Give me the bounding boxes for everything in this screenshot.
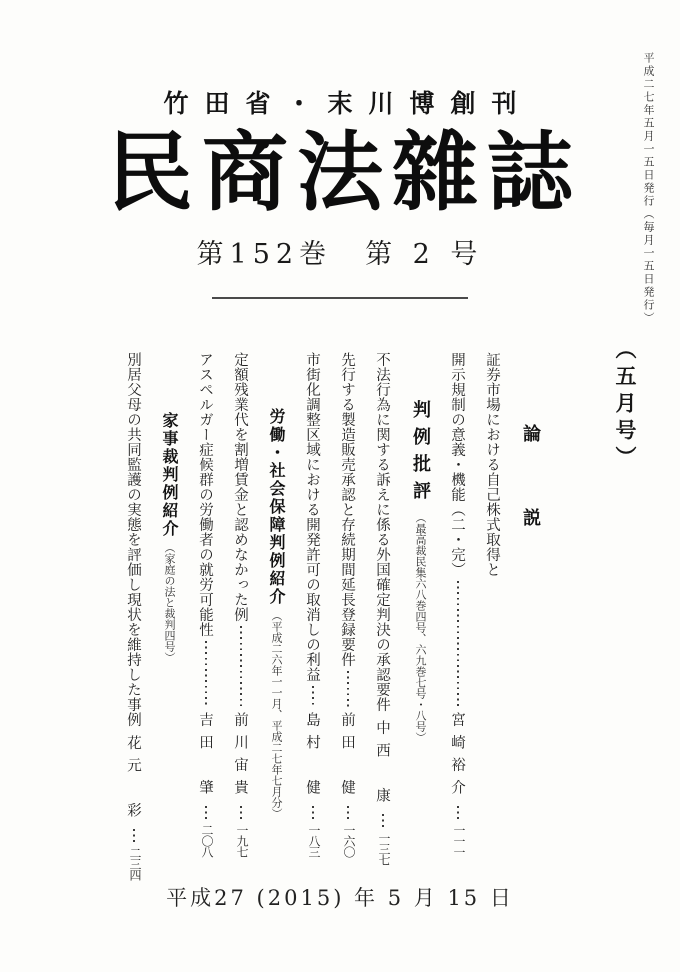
dot-leader-short	[312, 806, 314, 819]
dot-leader	[347, 671, 349, 708]
entry-author: 前川宙貴	[232, 712, 248, 802]
volume-issue-line: 第152巻 第 2 号	[196, 239, 484, 271]
entry-author: 中西 康	[374, 720, 390, 810]
section-label: 家事裁判例紹介	[160, 412, 179, 538]
entry-author: 宮崎裕介	[449, 712, 465, 802]
entry-page-number: 一八三	[307, 824, 321, 857]
entry-title: アスペルガー症候群の労働者の就労可能性	[197, 352, 213, 637]
dot-leader	[312, 686, 314, 708]
section-label: 判例批評	[410, 400, 431, 508]
entry-author: 吉田 肇	[197, 712, 213, 802]
entry-author: 前田 健	[339, 712, 355, 802]
section-heading-rodo-shakaihosho	[265, 352, 288, 857]
entry-page-number: 一一一	[452, 824, 466, 857]
toc-entry-title-line1: 証券市場における自己株式取得と	[484, 352, 500, 577]
section-heading-hanrei-hihyo	[407, 352, 433, 857]
entry-author: 島村 健	[304, 712, 320, 802]
entry-title: 不法行為に関する訴えに係る外国確定判決の承認要件	[374, 352, 390, 712]
entry-page-number: 二三四	[128, 847, 142, 880]
entry-title: 先行する製造販売承認と存続期間延長登録要件	[339, 352, 355, 667]
toc-entry-overtime-pay	[230, 352, 251, 857]
toc-entry-foreign-judgment	[372, 352, 393, 865]
issue-month-label: （五月号）	[613, 338, 638, 473]
section-note: （平成二六年一一月、平成二七年七月分）	[270, 610, 283, 819]
publication-date-colophon: 平成二七年五月一五日発行（毎月一五日発行）	[642, 52, 655, 325]
dot-leader-short	[133, 829, 135, 842]
entry-page-number: 一三七	[377, 832, 391, 865]
dot-leader-short	[240, 806, 242, 819]
section-heading-ronsetsu	[517, 352, 543, 857]
section-label: 労働・社会保障判例紹介	[267, 408, 286, 606]
section-note: （最高裁民集六八巻四号、六九巻七号・八号）	[414, 512, 427, 743]
journal-title: 民商法雜誌	[107, 122, 582, 223]
dot-leader-short	[457, 806, 459, 819]
entry-title: 開示規制の意義・機能（二・完）	[449, 352, 465, 577]
table-of-contents	[109, 352, 557, 880]
publication-date-footer: 平成27 (2015) 年 5 月 15 日	[166, 886, 514, 910]
section-label: 論 説	[520, 424, 541, 536]
toc-entry-development-permit	[302, 352, 323, 857]
entry-author: 花元 彩	[125, 735, 141, 825]
toc-entry-securities-article	[447, 352, 468, 857]
entry-title: 別居父母の共同監護の実態を評価し現状を維持した事例	[125, 352, 141, 727]
entry-page-number: 二〇八	[200, 824, 214, 857]
toc-entry-joint-custody	[123, 352, 144, 880]
dot-leader	[240, 626, 242, 708]
toc-entry-asperger-employment	[195, 352, 216, 857]
entry-page-number: 一六〇	[342, 824, 356, 857]
dot-leader	[457, 581, 459, 708]
section-heading-kaji-saibanrei	[158, 352, 181, 857]
toc-entry-patent-extension	[337, 352, 358, 857]
dot-leader	[205, 641, 207, 708]
dot-leader-short	[347, 806, 349, 819]
divider-rule	[212, 297, 468, 299]
header	[0, 84, 680, 299]
founders-line: 竹田省・末川博創刊	[163, 89, 533, 118]
dot-leader-short	[382, 814, 384, 827]
entry-page-number: 一九七	[235, 824, 249, 857]
dot-leader-short	[205, 806, 207, 819]
section-note: （家庭の法と裁判四号）	[163, 542, 176, 663]
entry-title: 市街化調整区域における開発許可の取消しの利益	[304, 352, 320, 682]
entry-title: 定額残業代を割増賃金と認めなかった例	[232, 352, 248, 622]
